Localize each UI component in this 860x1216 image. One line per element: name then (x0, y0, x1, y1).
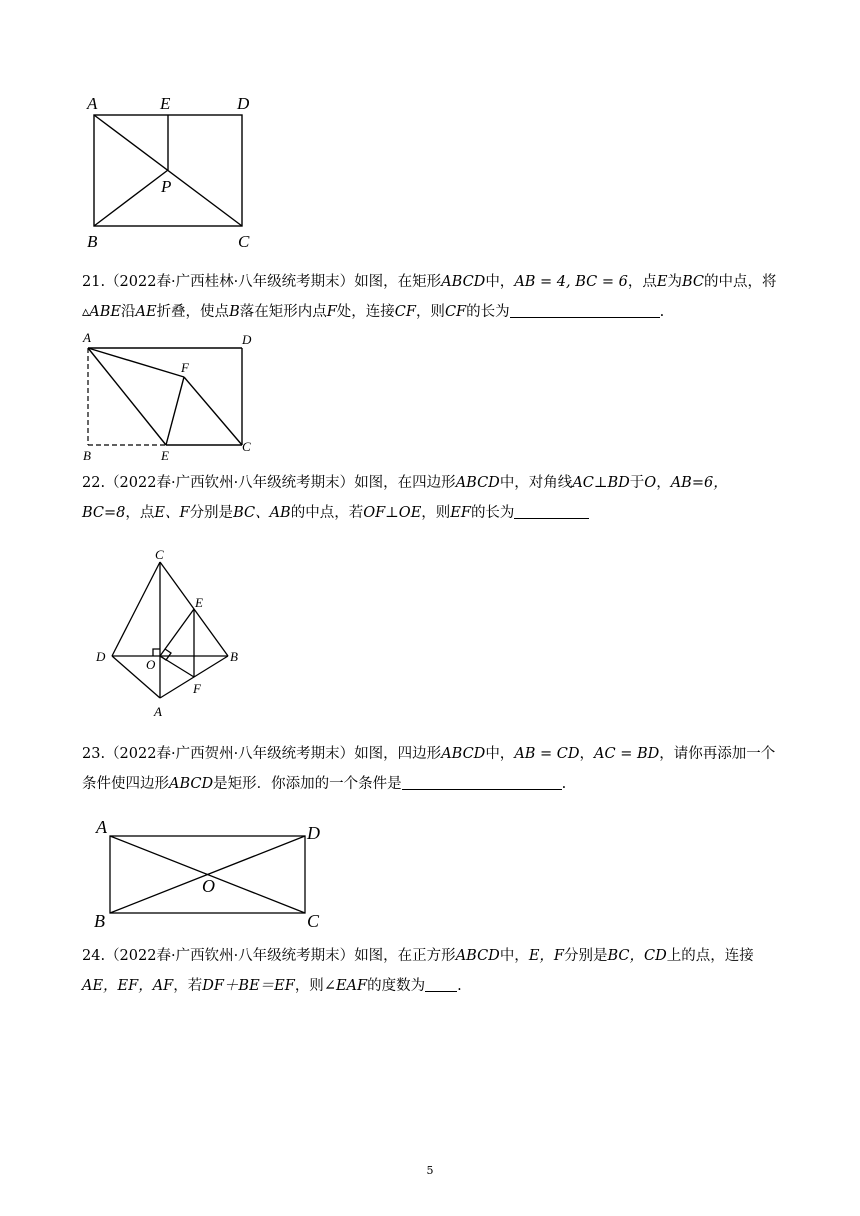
label-b: B (87, 232, 98, 251)
question-text: ，请你再添加一个条件使四边形 (82, 746, 776, 792)
label-f: F (193, 681, 201, 696)
label-b: B (230, 649, 238, 664)
label-a: A (87, 94, 98, 113)
question-number: 22. (82, 475, 106, 491)
label-c: C (155, 547, 164, 562)
question-text: 沿 (121, 304, 136, 320)
label-d: D (307, 823, 320, 843)
math-term: BC (681, 274, 704, 290)
question-text: 的长为 (466, 304, 510, 320)
math-term: AB = 4, BC = 6 (514, 274, 628, 290)
question-21 (82, 267, 782, 327)
page-number: 5 (426, 1164, 434, 1177)
label-d: D (96, 649, 106, 664)
question-text: ，则 (415, 304, 445, 320)
figure-quadrilateral-perpendicular (92, 545, 252, 720)
label-e: E (161, 448, 169, 463)
label-o: O (202, 876, 215, 896)
label-a: A (96, 817, 107, 837)
label-e: E (195, 595, 203, 610)
question-source: （2022春·广西钦州·八年级统考期末） (105, 475, 355, 491)
label-f: F (181, 360, 189, 375)
math-term: AE (135, 304, 157, 320)
label-d: D (237, 94, 250, 113)
math-term: ABCD (441, 274, 486, 290)
math-term: ABCD (169, 776, 214, 792)
label-a: A (154, 704, 162, 719)
math-term: ABCD (455, 475, 500, 491)
label-p: P (161, 177, 172, 196)
label-c: C (238, 232, 250, 251)
math-term: AE，EF，AF (82, 978, 174, 994)
figure-rectangle-diagonals (92, 815, 332, 933)
label-a: A (83, 330, 91, 345)
answer-blank[interactable] (425, 975, 457, 992)
math-term: CF (394, 304, 416, 320)
question-23 (82, 739, 782, 799)
answer-blank[interactable] (402, 773, 562, 790)
question-text: 如图，在四边形 (354, 475, 456, 491)
question-text: 如图，在矩形 (354, 274, 442, 290)
math-term: ∠EAF (323, 978, 368, 994)
question-text: 中， (485, 274, 515, 290)
question-source: （2022春·广西钦州·八年级统考期末） (105, 948, 355, 964)
label-e: E (160, 94, 171, 113)
math-term: AC = BD (594, 746, 660, 762)
math-term: O (644, 475, 657, 491)
question-text: 的中点，若 (290, 505, 364, 521)
question-text: 分别是 (189, 505, 234, 521)
question-text: 折叠，使点 (156, 304, 230, 320)
question-text: 如图，在正方形 (354, 948, 456, 964)
question-text: 中， (499, 948, 529, 964)
question-text: 如图，四边形 (354, 746, 442, 762)
label-b: B (83, 448, 91, 463)
question-text: ，则 (294, 978, 324, 994)
math-term: OF⊥OE (363, 505, 422, 521)
math-term: AB = CD (514, 746, 580, 762)
question-22 (82, 468, 782, 528)
math-term: EF (450, 505, 471, 521)
label-o: O (146, 657, 156, 672)
question-number: 23. (82, 746, 106, 762)
question-source: （2022春·广西桂林·八年级统考期末） (105, 274, 355, 290)
math-term: F (326, 304, 337, 320)
question-text: 是矩形．你添加的一个条件是 (213, 776, 402, 792)
math-term: ABCD (455, 948, 500, 964)
question-text: ，则 (421, 505, 451, 521)
math-term: B (229, 304, 240, 320)
question-text: . (457, 978, 462, 994)
math-term: CF (444, 304, 467, 320)
question-text: 的长为 (470, 505, 515, 521)
question-text: 分别是 (563, 948, 608, 964)
label-c: C (307, 911, 320, 931)
question-text: 上的点，连接 (666, 948, 754, 964)
answer-blank[interactable] (510, 301, 660, 318)
label-c: C (242, 439, 251, 454)
label-b: B (94, 911, 105, 931)
math-term: BC、AB (233, 505, 291, 521)
math-term: ABCD (441, 746, 486, 762)
question-text: ， (579, 746, 595, 762)
figure-fold-rectangle (82, 330, 262, 462)
label-d: D (242, 332, 252, 347)
math-term: DF＋BE＝EF (202, 978, 295, 994)
math-term: ▵ABE (82, 304, 121, 320)
math-term: BC，CD (607, 948, 667, 964)
question-number: 21. (82, 274, 106, 290)
question-source: （2022春·广西贺州·八年级统考期末） (105, 746, 355, 762)
figure-rectangle-aedpbc (84, 92, 264, 252)
question-text: 的中点，将 (704, 274, 777, 290)
question-number: 24. (82, 948, 106, 964)
question-text: ， (656, 475, 671, 491)
question-text: 处，连接 (336, 304, 395, 320)
question-text: 于 (629, 475, 645, 491)
question-text: 的度数为 (367, 978, 426, 994)
answer-blank[interactable] (514, 502, 589, 519)
question-text: ，点 (627, 274, 657, 290)
math-term: AB=6，BC=8 (82, 475, 728, 521)
question-text: ，若 (173, 978, 203, 994)
question-text: 中， (485, 746, 515, 762)
math-term: AC⊥BD (572, 475, 630, 491)
question-text: 中，对角线 (499, 475, 573, 491)
question-text: . (561, 776, 567, 792)
math-term: E、F (154, 505, 190, 521)
question-text: 为 (667, 274, 682, 290)
question-text: . (659, 304, 665, 320)
math-term: E (656, 274, 668, 290)
question-text: ，点 (125, 505, 155, 521)
math-term: E，F (528, 948, 564, 964)
question-text: 落在矩形内点 (239, 304, 327, 320)
question-24 (82, 941, 782, 1001)
